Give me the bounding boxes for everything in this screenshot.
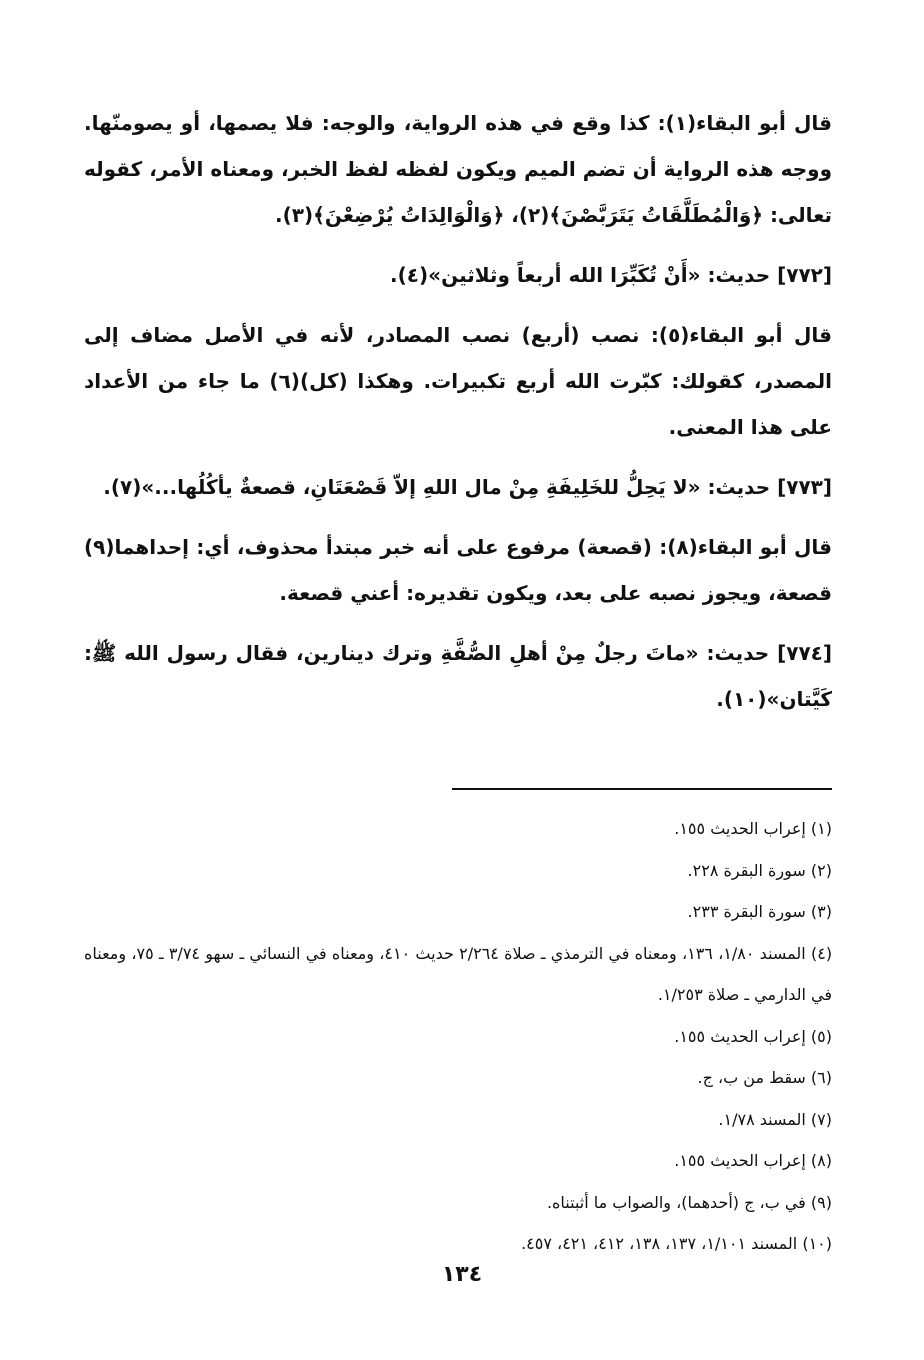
footnote: (٩) في ب، ج (أحدهما)، والصواب ما أثبتناه. — [546, 1192, 832, 1212]
footnote: (٥) إعراب الحديث ١٥٥. — [674, 1026, 832, 1046]
footnote: (٧) المسند ١/٧٨. — [718, 1109, 832, 1129]
hadith-774: [٧٧٤] حديث: «ماتَ رجلٌ مِنْ أهلِ الصُّفَّةِ وترك دينارين، فقال رسول الله ﷺ: كَيَّتان»(١٠). — [84, 641, 832, 711]
commentary-paragraph: قال أبو البقاء(٥): نصب (أربع) نصب المصادر، لأنه في الأصل مضاف إلى المصدر، كقولك: كبّرت الله أربع تكبيرات. وهكذا (كل)(٦) ما جاء من الأعداد على هذا المعنى. — [84, 323, 832, 439]
footnote: (٣) سورة البقرة ٢٣٣. — [687, 902, 832, 921]
footnote: (٤) المسند ١/٨٠، ١٣٦، ومعناه في الترمذي ـ صلاة ٢/٢٦٤ حديث ٤١٠، ومعناه في النسائي ـ سهو ٣/٧٤ ـ ٧٥، ومعناه في الدارمي ـ صلاة ١/٢٥٣. — [84, 943, 833, 1004]
main-text — [84, 100, 832, 722]
commentary-paragraph: قال أبو البقاء(٨): (قصعة) مرفوع على أنه خبر مبتدأ محذوف، أي: إحداهما(٩) قصعة، ويجوز نصبه على بعد، ويكون تقديره: أعني قصعة. — [84, 535, 832, 605]
footnote: (١٠) المسند ١/١٠١، ١٣٧، ١٣٨، ٤١٢، ٤٢١، ٤٥٧. — [521, 1234, 832, 1253]
footnote: (١) إعراب الحديث ١٥٥. — [674, 819, 832, 838]
footnote: (٢) سورة البقرة ٢٢٨. — [687, 860, 832, 880]
hadith-773: [٧٧٣] حديث: «لا يَحِلُّ للخَلِيفَةِ مِنْ مال اللهِ إلاّ قَصْعَتَانِ، قصعةٌ يأكُلُها...»(٧). — [103, 475, 832, 499]
footnotes — [84, 808, 832, 1265]
footnote-divider — [452, 788, 832, 790]
page-number: ١٣٤ — [441, 1262, 483, 1287]
footnote: (٨) إعراب الحديث ١٥٥. — [674, 1151, 832, 1170]
hadith-772: [٧٧٢] حديث: «أَنْ تُكَبِّرَا الله أربعاً وثلاثين»(٤). — [390, 263, 832, 287]
commentary-paragraph: قال أبو البقاء(١): كذا وقع في هذه الرواية، والوجه: فلا يصمها، أو يصومنّها. ووجه هذه الرواية أن تضم الميم ويكون لفظه لفظ الخبر، ومعناه الأمر، كقوله تعالى: ﴿وَالْمُطَلَّقَاتُ يَتَرَبَّصْنَ﴾(٢)، ﴿وَالْوَالِدَاتُ يُرْضِعْنَ﴾(٣). — [84, 111, 832, 227]
footnote: (٦) سقط من ب، ج. — [697, 1068, 832, 1087]
